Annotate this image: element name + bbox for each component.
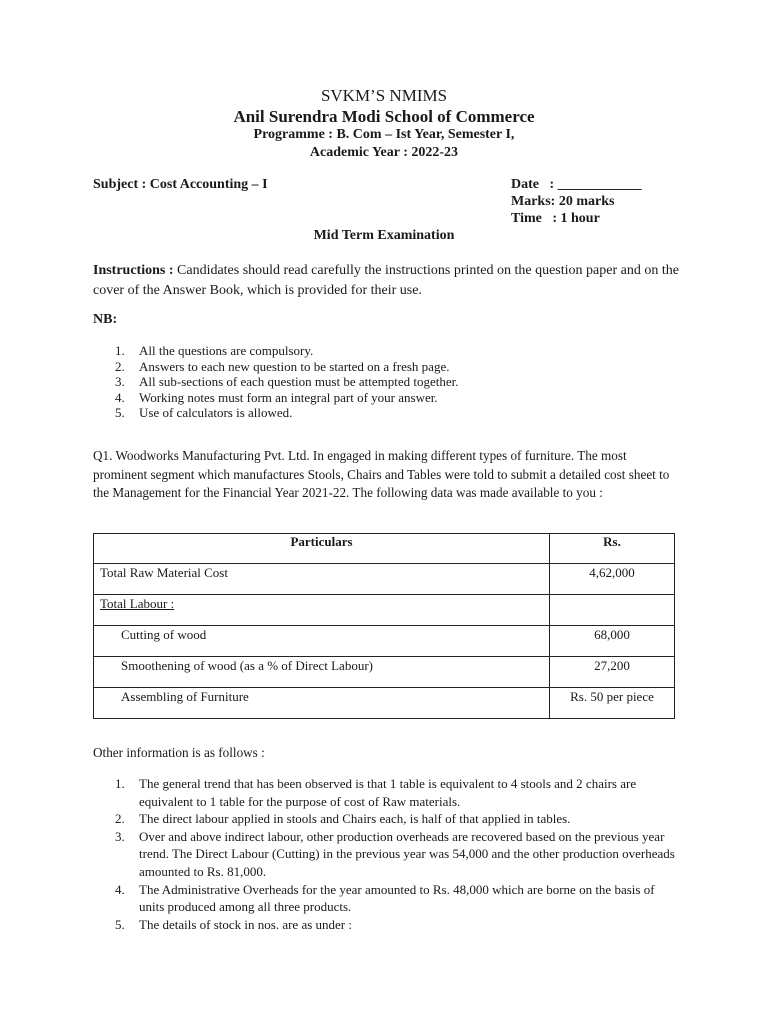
list-text: All the questions are compulsory. <box>139 343 314 358</box>
instructions-text: Candidates should read carefully the instructions printed on the question paper and on the cover of the Answer Book, which is provided for their use. <box>93 263 679 298</box>
instructions-label: Instructions : <box>93 263 174 278</box>
list-item <box>93 359 459 375</box>
total-labour-label: Total Labour : <box>100 596 175 611</box>
programme-line: Programme : B. Com – Ist Year, Semester I, <box>253 127 515 142</box>
list-number: 5. <box>115 916 125 932</box>
list-number: 3. <box>115 828 125 844</box>
time-line: Time : 1 hour <box>511 211 600 226</box>
table-cell-amount <box>550 595 675 626</box>
exam-title: Mid Term Examination <box>313 228 455 243</box>
nb-label: NB: <box>93 312 118 327</box>
list-item <box>93 775 683 810</box>
list-text: Use of calculators is allowed. <box>139 405 293 420</box>
other-information-list <box>93 775 683 933</box>
list-number: 3. <box>115 374 125 389</box>
list-number: 2. <box>115 358 125 374</box>
list-text: Working notes must form an integral part of your answer. <box>139 389 438 405</box>
school-name: Anil Surendra Modi School of Commerce <box>233 107 535 126</box>
table-cell-amount: Rs. 50 per piece <box>550 688 675 719</box>
list-number: 4. <box>115 881 125 897</box>
instructions-paragraph <box>93 261 683 301</box>
list-text: The direct labour applied in stools and Chairs each, is half of that applied in tables. <box>139 811 571 827</box>
table-header-row <box>94 534 675 564</box>
table-row <box>94 595 675 626</box>
list-number: 4. <box>115 389 125 405</box>
institution-name: SVKM’S NMIMS <box>320 86 448 105</box>
table-cell-amount: 4,62,000 <box>550 564 675 595</box>
list-item <box>93 916 683 934</box>
table-cell-particular: Smoothening of wood (as a % of Direct Labour) <box>94 657 550 688</box>
nb-list <box>93 343 459 421</box>
table-cell-amount: 27,200 <box>550 657 675 688</box>
table-row <box>94 626 675 657</box>
list-number: 1. <box>115 343 125 358</box>
list-number: 1. <box>115 776 125 791</box>
question-1-text: Q1. Woodworks Manufacturing Pvt. Ltd. In engaged in making different types of furniture. The most prominent segment which manufactures Stools, Chairs and Tables were told to submit a detailed cost sheet to the Management for the Financial Year 2021-22. The following data was made available to you : <box>93 448 670 500</box>
list-text: The general trend that has been observed is that 1 table is equivalent to 4 stools and 2 chairs are equivalent to 1 table for the purpose of cost of Raw materials. <box>139 776 637 809</box>
table-row <box>94 657 675 688</box>
list-text: Answers to each new question to be started on a fresh page. <box>139 358 450 374</box>
list-text: The Administrative Overheads for the year amounted to Rs. 48,000 which are borne on the basis of units produced among all three products. <box>139 881 655 915</box>
list-number: 2. <box>115 811 125 827</box>
list-number: 5. <box>115 405 125 420</box>
table-cell-amount: 68,000 <box>550 626 675 657</box>
list-item <box>93 343 459 359</box>
other-information-label: Other information is as follows : <box>93 745 265 760</box>
list-text: All sub-sections of each question must be attempted together. <box>139 374 459 389</box>
list-item <box>93 374 459 390</box>
list-item <box>93 828 683 881</box>
academic-year-line: Academic Year : 2022-23 <box>309 145 459 160</box>
list-item <box>93 390 459 406</box>
table-cell-particular: Cutting of wood <box>94 626 550 657</box>
table-row <box>94 564 675 595</box>
list-text: The details of stock in nos. are as under : <box>139 916 352 932</box>
column-header-amount: Rs. <box>550 534 675 564</box>
list-item <box>93 810 683 828</box>
table-cell-particular: Total Raw Material Cost <box>94 564 550 595</box>
table-cell-particular: Assembling of Furniture <box>94 688 550 719</box>
table-row <box>94 688 675 719</box>
cost-data-table <box>93 533 675 719</box>
table-cell-particular <box>94 595 550 626</box>
marks-line: Marks: 20 marks <box>511 194 615 209</box>
list-text: Over and above indirect labour, other production overheads are recovered based on the previous year trend. The Direct Labour (Cutting) in the previous year was 54,000 and the other production overheads amounted to Rs. 81,000. <box>139 828 675 879</box>
subject-line: Subject : Cost Accounting – I <box>93 177 268 192</box>
column-header-particulars: Particulars <box>94 534 550 564</box>
list-item <box>93 405 459 421</box>
date-line: Date : ____________ <box>511 177 642 192</box>
list-item <box>93 881 683 916</box>
